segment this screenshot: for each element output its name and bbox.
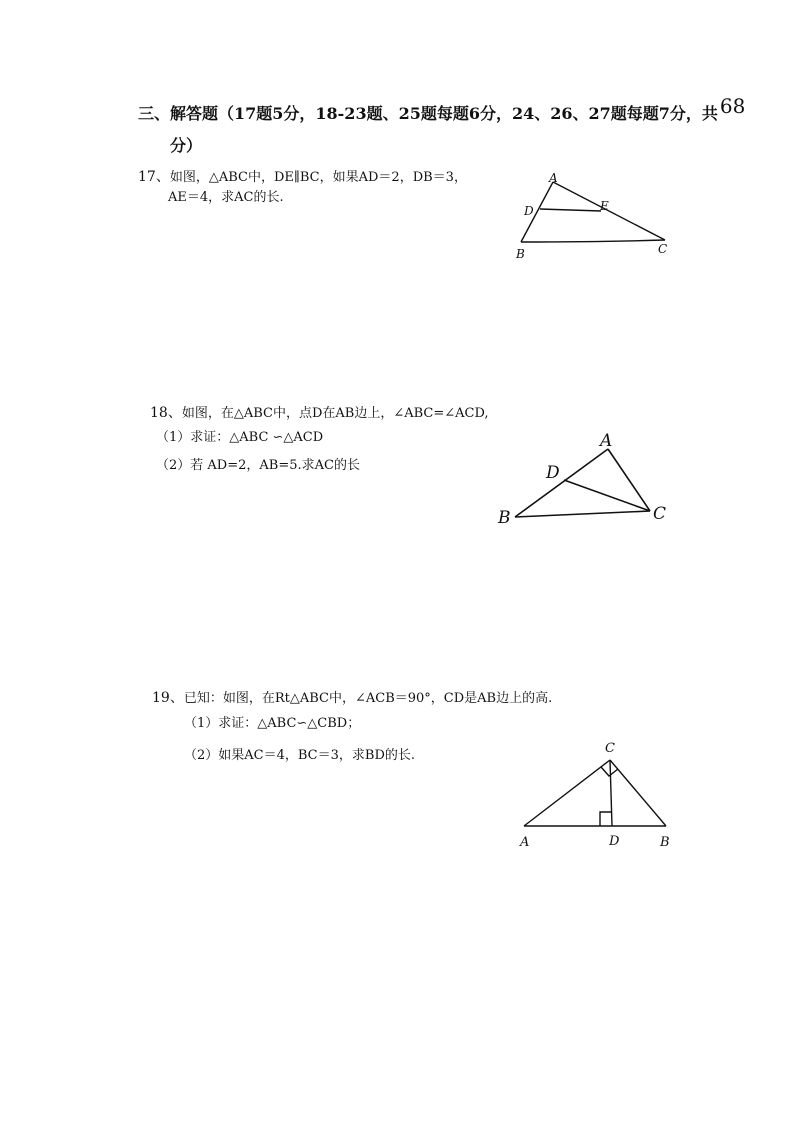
q17-label-c: C: [658, 242, 668, 256]
q19-label-b: B: [660, 835, 670, 850]
question-17-line2: AE＝4，求AC的长.: [168, 190, 284, 205]
section-heading-text: 三、解答题（17题5分，18-23题、25题每题6分，24、26、27题每题7分，共: [138, 104, 718, 123]
q17-side-ac: [553, 182, 665, 240]
q17-label-b: B: [516, 247, 525, 261]
section-heading: [138, 94, 746, 124]
q17-label-e: E: [600, 199, 609, 213]
q19-side-bc: [610, 760, 666, 826]
question-18-part2: （2）若 AD=2，AB=5.求AC的长: [156, 458, 360, 473]
question-19-line1: [152, 688, 552, 709]
section-heading-line2: 分）: [170, 136, 203, 155]
q19-label-d: D: [609, 834, 620, 849]
question-17-figure: [500, 160, 690, 270]
question-17-number: 17、: [138, 169, 170, 185]
question-17-line1: [138, 167, 467, 188]
question-18-figure: [490, 425, 680, 535]
question-19-number: 19、: [152, 690, 184, 706]
q18-label-c: C: [653, 504, 667, 524]
q18-side-ab: [515, 449, 608, 517]
question-19-part1: （1）求证：△ABC∽△CBD；: [184, 716, 361, 731]
q18-side-ac: [608, 449, 650, 511]
q19-side-ac: [524, 760, 610, 826]
q18-label-b: B: [498, 508, 511, 528]
q19-right-angle-c: [601, 767, 618, 776]
question-18-part1: （1）求证：△ABC ∽△ACD: [156, 430, 324, 445]
question-18-line1: [150, 403, 489, 424]
q19-label-c: C: [605, 741, 615, 756]
question-18-text: 如图，在△ABC中，点D在AB边上，∠ABC=∠ACD,: [181, 406, 489, 421]
q19-right-angle-d: [600, 812, 612, 826]
q18-label-d: D: [546, 463, 560, 483]
q18-segment-cd: [564, 480, 650, 511]
q18-side-bc: [515, 511, 650, 517]
q19-label-a: A: [520, 835, 530, 850]
q19-altitude-cd: [610, 760, 612, 826]
q17-segment-de: [540, 209, 601, 211]
q17-label-d: D: [524, 204, 534, 218]
question-17-text: 如图，△ABC中，DE∥BC，如果AD＝2，DB＝3，: [169, 170, 467, 185]
section-total-points: 68: [719, 94, 746, 118]
q17-label-a: A: [549, 171, 558, 185]
question-19-text: 已知：如图，在Rt△ABC中，∠ACB＝90°，CD是AB边上的高.: [183, 691, 553, 706]
question-19-part2: （2）如果AC＝4，BC＝3，求BD的长.: [184, 748, 415, 763]
q17-side-bc: [521, 240, 665, 242]
question-19-figure: [510, 730, 690, 855]
q18-label-a: A: [600, 431, 613, 451]
question-18-number: 18、: [150, 405, 182, 421]
